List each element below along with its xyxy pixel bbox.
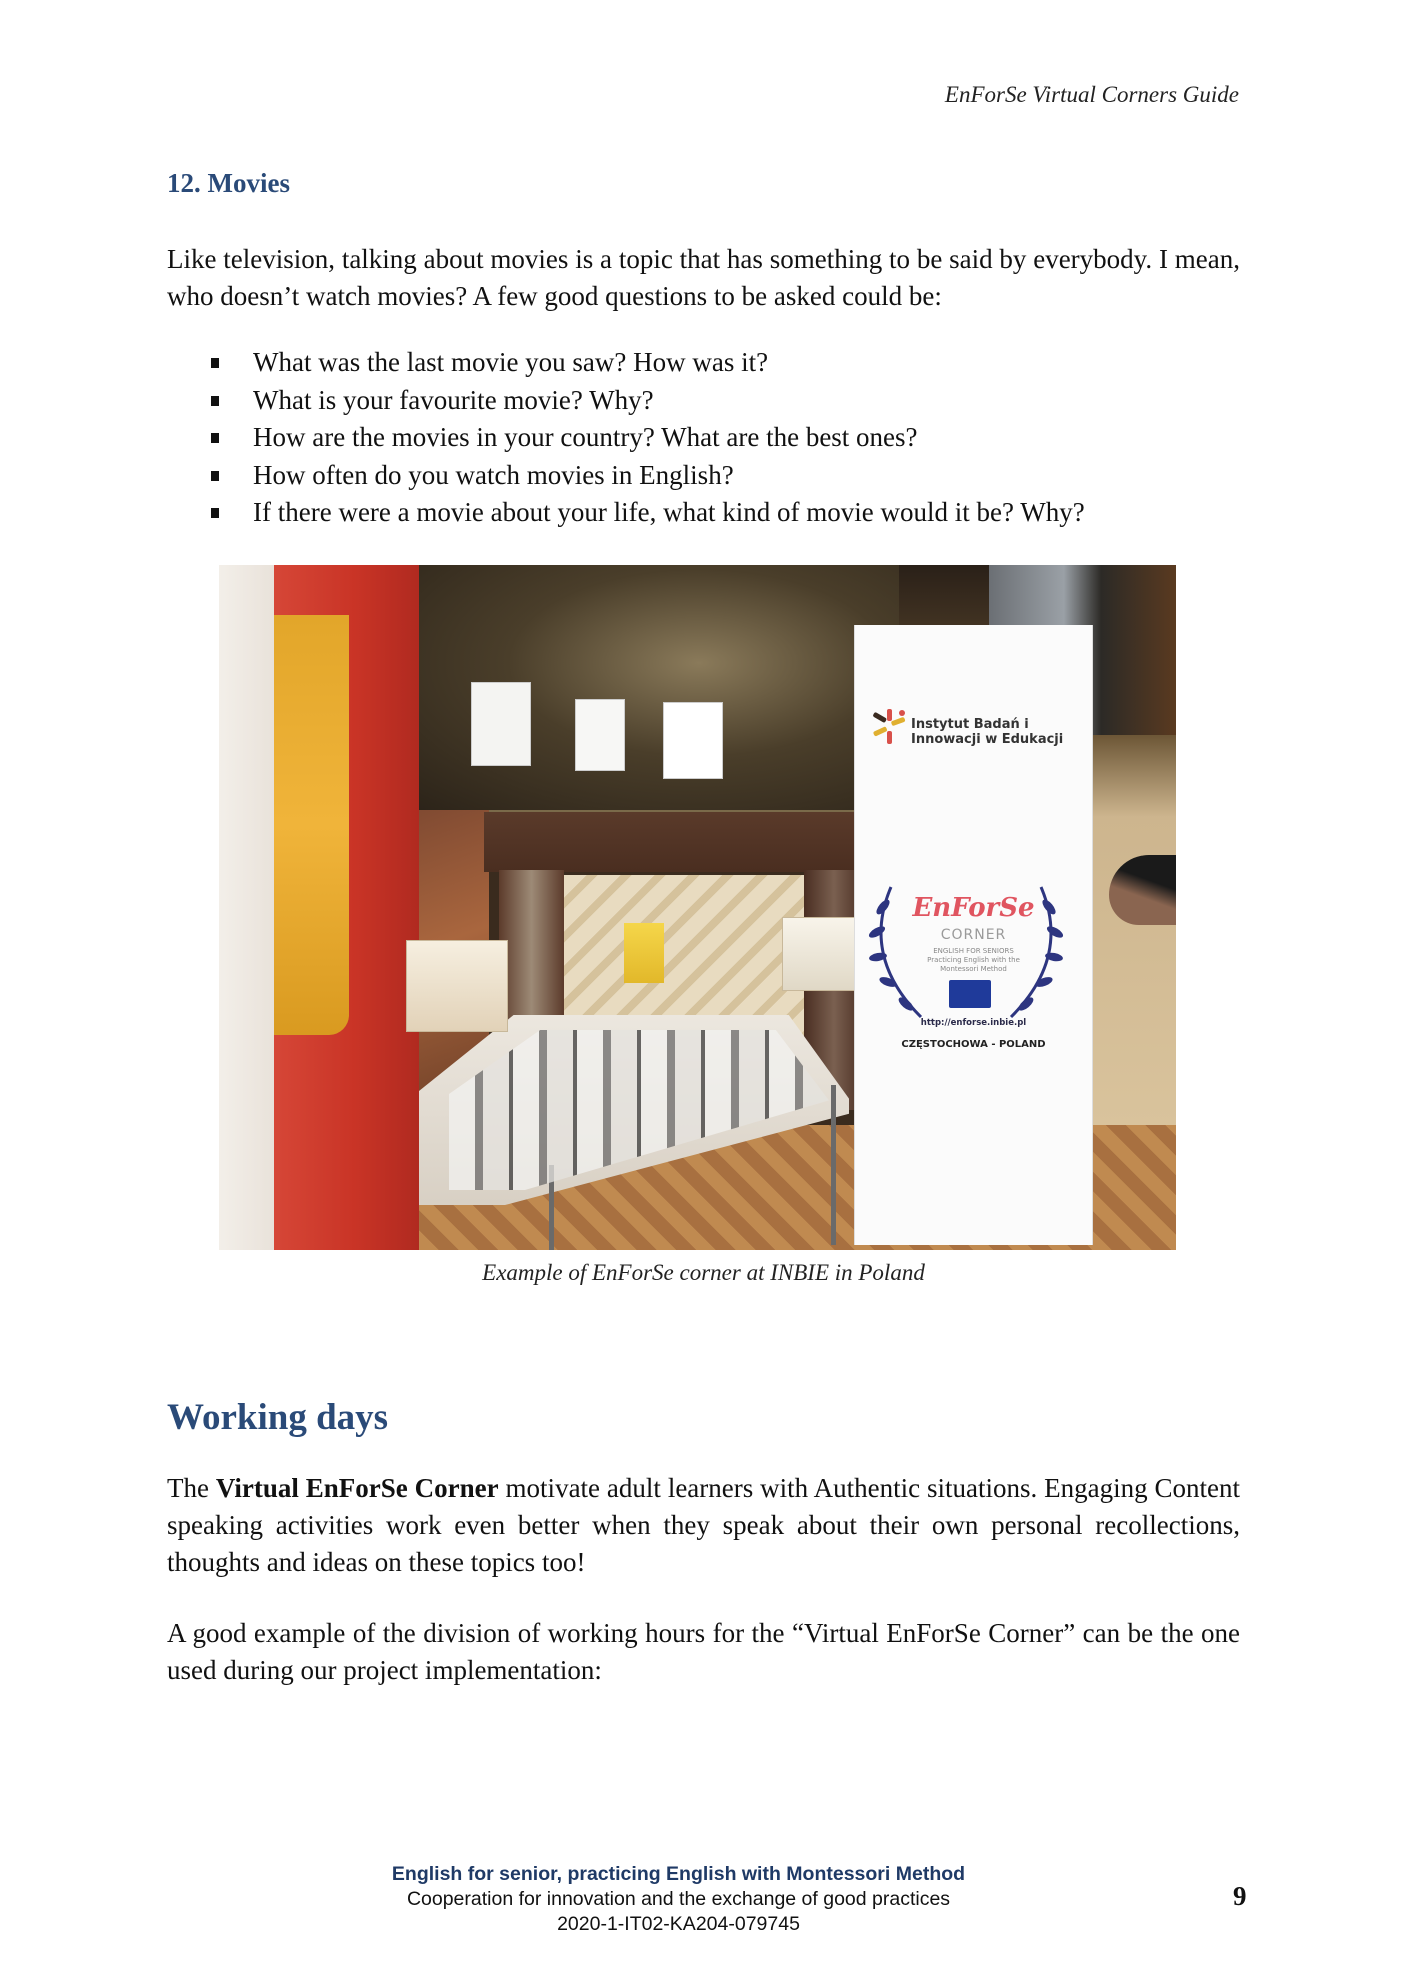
banner-org-name [911, 717, 1091, 747]
text-span: motivate adult learners with Authentic situations. Engaging Content speaking activities work even better when they speak about their own personal recollections, thoughts and ideas on these topics too! [167, 1473, 1240, 1577]
list-item [205, 494, 1085, 532]
montessori-box [406, 940, 508, 1032]
bullet-icon [211, 396, 219, 406]
banner-org-line1: Instytut Badań i [911, 717, 1029, 732]
bullet-icon [211, 358, 219, 368]
3d-pen-box [624, 923, 664, 983]
bullet-icon [211, 433, 219, 443]
banner-logo-sub: CORNER [940, 927, 1007, 943]
flag-white [219, 565, 274, 1250]
page-footer [0, 1862, 1357, 1937]
corner-photo [219, 565, 1176, 1250]
movies-intro-paragraph: Like television, talking about movies is a topic that has something to be said by everybody. I mean, who doesn’t watch movies? A few good questions to be asked could be: [167, 244, 1240, 311]
banner-logo-title: EnForSe [912, 893, 1035, 923]
montessori-box [782, 917, 856, 991]
movie-questions-list [205, 344, 1085, 532]
footer-project-code: 2020-1-IT02-KA204-079745 [557, 1913, 800, 1935]
banner-url: http://enforse.inbie.pl [920, 1018, 1027, 1028]
list-item [205, 344, 1085, 382]
text-span: The [167, 1473, 216, 1503]
footer-project-title: English for senior, practicing English with Montessori Method [391, 1863, 966, 1885]
footer-program: Cooperation for innovation and the exchange of good practices [406, 1888, 951, 1910]
inbie-logo-icon [869, 707, 909, 747]
list-item-text: What was the last movie you saw? How was it? [253, 347, 769, 377]
list-item [205, 457, 1085, 495]
table-leg [831, 1085, 836, 1245]
certificate [575, 699, 625, 771]
banner-city: CZĘSTOCHOWA - POLAND [901, 1039, 1046, 1050]
certificate [471, 682, 531, 766]
list-item-text: How often do you watch movies in English? [253, 459, 734, 490]
working-days-paragraph-1 [167, 1470, 1240, 1581]
banner-tag2: Practicing English with the [927, 956, 1020, 964]
banner-tag3: Montessori Method [940, 965, 1007, 973]
section-heading-working-days: Working days [167, 1397, 389, 1438]
banner-tagline [855, 947, 1092, 974]
list-item [205, 382, 1085, 420]
flag-yellow [269, 615, 349, 1035]
working-days-paragraph-2: A good example of the division of working hours for the “Virtual EnForSe Corner” can be the one used during our project implementation: [167, 1618, 1240, 1685]
list-item-text: How are the movies in your country? What are the best ones? [253, 422, 918, 452]
list-item [205, 419, 1085, 457]
running-header: EnForSe Virtual Corners Guide [944, 82, 1239, 107]
eu-flag-icon [949, 980, 991, 1008]
page-number: 9 [1233, 1881, 1247, 1911]
list-item-text: What is your favourite movie? Why? [253, 384, 654, 415]
bullet-icon [211, 471, 219, 481]
figure-caption: Example of EnForSe corner at INBIE in Poland [482, 1260, 925, 1285]
certificate [663, 702, 723, 779]
bullet-icon [211, 508, 219, 518]
banner-org-line2: Innowacji w Edukacji [911, 732, 1064, 747]
roll-up-banner [854, 625, 1093, 1245]
section-heading-movies: 12. Movies [167, 168, 290, 198]
fireplace-mantel [484, 812, 889, 872]
banner-tag1: ENGLISH FOR SENIORS [933, 947, 1014, 955]
list-item-text: If there were a movie about your life, what kind of movie would it be? Why? [253, 497, 1085, 527]
bold-term: Virtual EnForSe Corner [215, 1473, 499, 1503]
